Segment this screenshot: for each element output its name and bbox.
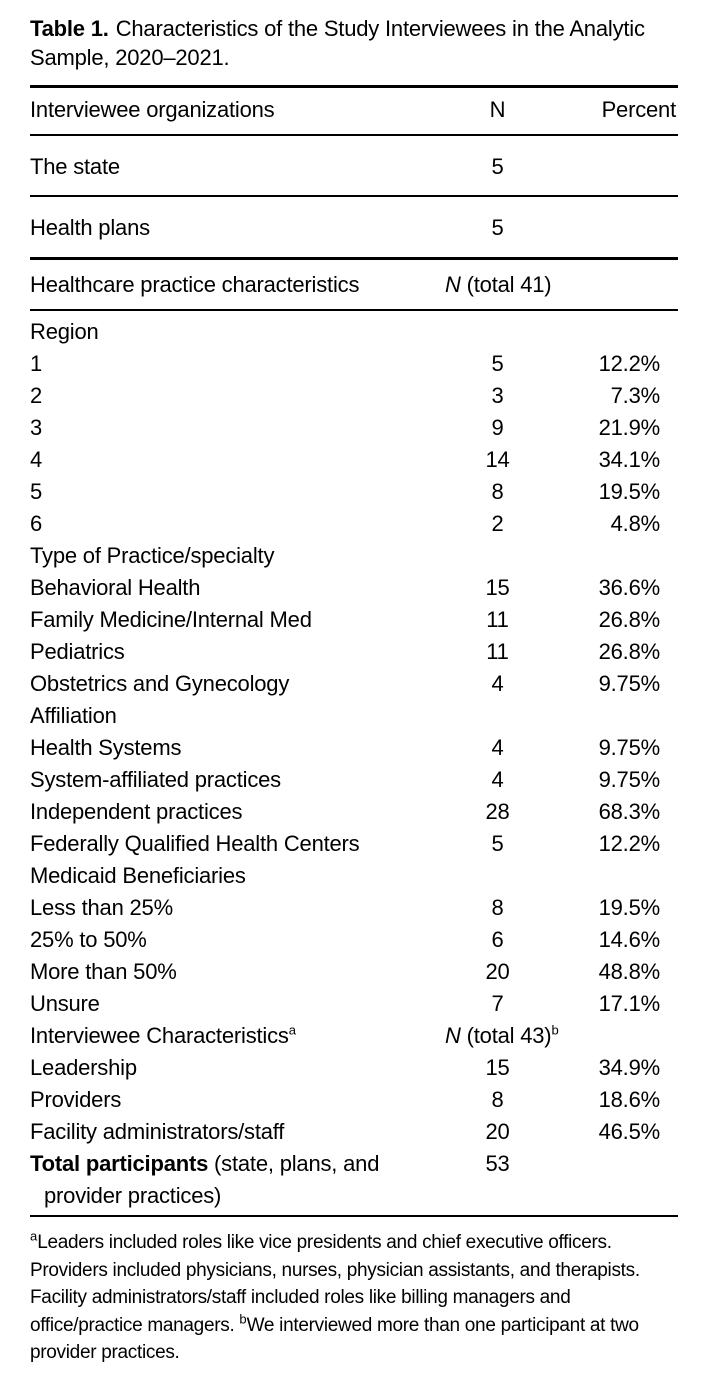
total-participants-wrap: provider practices)	[44, 1183, 222, 1208]
table-row	[30, 412, 678, 444]
row-label: Facility administrators/staff	[30, 1119, 285, 1144]
row-n: 5	[491, 351, 504, 376]
row-n: 15	[485, 1055, 510, 1080]
row-n: 5	[445, 196, 550, 259]
row-label: 1	[30, 351, 43, 376]
footnote-text-a: Leaders included roles like vice presidents and chief executive officers. Providers included physicians, nurses, physician assistants, and therapists. Facility administrators/staff included roles like billing managers and office/practice managers.	[30, 1232, 640, 1336]
table-title	[30, 14, 678, 72]
table-row	[30, 444, 678, 476]
row-n: 11	[486, 639, 509, 664]
row-percent: 26.8%	[598, 607, 660, 632]
section-header-affiliation	[30, 700, 678, 732]
row-n: 8	[491, 479, 504, 504]
row-percent: 19.5%	[598, 479, 660, 504]
row-label: 4	[30, 447, 43, 472]
row-percent	[550, 700, 678, 732]
row-percent: 4.8%	[610, 511, 660, 536]
row-label	[30, 1020, 445, 1052]
row-n: 11	[486, 607, 509, 632]
row-percent: 48.8%	[598, 959, 660, 984]
row-label: The state	[30, 135, 445, 196]
row-label: 2	[30, 383, 43, 408]
characteristics-table	[30, 85, 678, 1217]
row-label: Providers	[30, 1087, 122, 1112]
row-label: Family Medicine/Internal Med	[30, 607, 312, 632]
row-label: Behavioral Health	[30, 575, 201, 600]
row-percent: 12.2%	[598, 831, 660, 856]
row-n: 4	[491, 671, 504, 696]
table-row	[30, 348, 678, 380]
row-label: Type of Practice/specialty	[30, 543, 275, 568]
row-n: 4	[491, 735, 504, 760]
row-label: More than 50%	[30, 959, 177, 984]
row-n	[445, 700, 550, 732]
row-percent: 36.6%	[598, 575, 660, 600]
row-n-total	[445, 1020, 678, 1052]
row-percent: 68.3%	[598, 799, 660, 824]
row-percent: 34.1%	[598, 447, 660, 472]
col-header-n: N	[445, 87, 550, 136]
row-label	[30, 1148, 445, 1216]
row-n	[445, 540, 550, 572]
table-footnote	[30, 1229, 678, 1367]
table-row	[30, 1116, 678, 1148]
row-label: 25% to 50%	[30, 927, 147, 952]
table-row-health-plans	[30, 196, 678, 259]
n-symbol: N	[445, 272, 461, 297]
row-percent	[550, 860, 678, 892]
row-percent: 19.5%	[598, 895, 660, 920]
row-label: System-affiliated practices	[30, 767, 281, 792]
table-caption: Characteristics of the Study Interviewees in the Analytic Sample, 2020–2021.	[30, 16, 645, 70]
table-row	[30, 732, 678, 764]
table-number: Table 1.	[30, 16, 109, 41]
table-row	[30, 668, 678, 700]
row-label: Affiliation	[30, 703, 117, 728]
row-n: 28	[485, 799, 510, 824]
footnote-marker-b: b	[239, 1311, 247, 1327]
row-label-text: Interviewee Characteristics	[30, 1023, 289, 1048]
table-row	[30, 310, 678, 348]
section-header-type-of-practice	[30, 540, 678, 572]
row-percent: 9.75%	[598, 671, 660, 696]
table-row	[30, 764, 678, 796]
row-percent: 14.6%	[598, 927, 660, 952]
total-participants-detail: (state, plans, and	[208, 1151, 380, 1176]
table-row	[30, 796, 678, 828]
row-n: 8	[491, 1087, 504, 1112]
row-label: Obstetrics and Gynecology	[30, 671, 290, 696]
row-n: 20	[485, 1119, 510, 1144]
n-total-text: (total 41)	[460, 272, 552, 297]
footnote-marker-a: a	[30, 1228, 38, 1244]
row-percent	[550, 135, 678, 196]
table-row	[30, 380, 678, 412]
row-n: 5	[491, 831, 504, 856]
table-row	[30, 924, 678, 956]
row-percent: 12.2%	[598, 351, 660, 376]
row-percent: 21.9%	[598, 415, 660, 440]
row-label: 5	[30, 479, 43, 504]
section-header-practice-characteristics	[30, 259, 678, 311]
table-header-row	[30, 87, 678, 136]
n-total-text: (total 43)	[460, 1023, 552, 1048]
row-percent: 9.75%	[598, 767, 660, 792]
row-label: Unsure	[30, 991, 100, 1016]
table-row-the-state	[30, 135, 678, 196]
row-n: 14	[485, 447, 510, 472]
total-participants-label: Total participants	[30, 1151, 209, 1176]
row-label: Medicaid Beneficiaries	[30, 863, 246, 888]
row-n: 7	[491, 991, 504, 1016]
row-percent: 9.75%	[598, 735, 660, 760]
row-n: 5	[445, 135, 550, 196]
row-n: 3	[491, 383, 504, 408]
row-percent	[550, 1148, 678, 1216]
n-symbol: N	[445, 1023, 461, 1048]
table-row	[30, 604, 678, 636]
row-label: Health Systems	[30, 735, 182, 760]
table-row	[30, 508, 678, 540]
table-row	[30, 828, 678, 860]
row-percent: 7.3%	[610, 383, 660, 408]
row-n	[445, 310, 550, 348]
row-percent	[550, 310, 678, 348]
row-label: 3	[30, 415, 43, 440]
section-header-medicaid-beneficiaries	[30, 860, 678, 892]
row-label: Health plans	[30, 196, 445, 259]
col-header-percent: Percent	[550, 87, 678, 136]
row-label: Healthcare practice characteristics	[30, 259, 445, 311]
row-n: 8	[491, 895, 504, 920]
row-n: 4	[491, 767, 504, 792]
row-percent	[550, 540, 678, 572]
table-row	[30, 1084, 678, 1116]
table-row	[30, 892, 678, 924]
row-n: 15	[485, 575, 510, 600]
row-percent: 18.6%	[598, 1087, 660, 1112]
table-row	[30, 476, 678, 508]
row-n: 6	[491, 927, 504, 952]
row-percent: 26.8%	[598, 639, 660, 664]
row-label: Region	[30, 319, 99, 344]
row-n	[445, 860, 550, 892]
table-row	[30, 956, 678, 988]
row-n: 9	[491, 415, 504, 440]
row-percent: 17.1%	[598, 991, 660, 1016]
row-label: Pediatrics	[30, 639, 125, 664]
table-row	[30, 572, 678, 604]
table-row	[30, 1052, 678, 1084]
col-header-organizations: Interviewee organizations	[30, 87, 445, 136]
row-n: 2	[491, 511, 504, 536]
table-row	[30, 636, 678, 668]
table-row	[30, 988, 678, 1020]
footnote-marker-b: b	[551, 1022, 559, 1038]
row-label: Federally Qualified Health Centers	[30, 831, 360, 856]
section-header-interviewee-characteristics	[30, 1020, 678, 1052]
row-label: Independent practices	[30, 799, 243, 824]
row-percent: 46.5%	[598, 1119, 660, 1144]
row-percent	[550, 196, 678, 259]
row-percent: 34.9%	[598, 1055, 660, 1080]
table-row-total-participants	[30, 1148, 678, 1216]
footnote-marker-a: a	[288, 1022, 296, 1038]
row-label: Leadership	[30, 1055, 137, 1080]
row-label: 6	[30, 511, 43, 536]
row-n-total	[445, 259, 678, 311]
row-n: 53	[445, 1148, 550, 1216]
row-n: 20	[485, 959, 510, 984]
row-label: Less than 25%	[30, 895, 173, 920]
footnote-text-b: We interviewed more than one participant at two provider practices.	[30, 1314, 639, 1363]
